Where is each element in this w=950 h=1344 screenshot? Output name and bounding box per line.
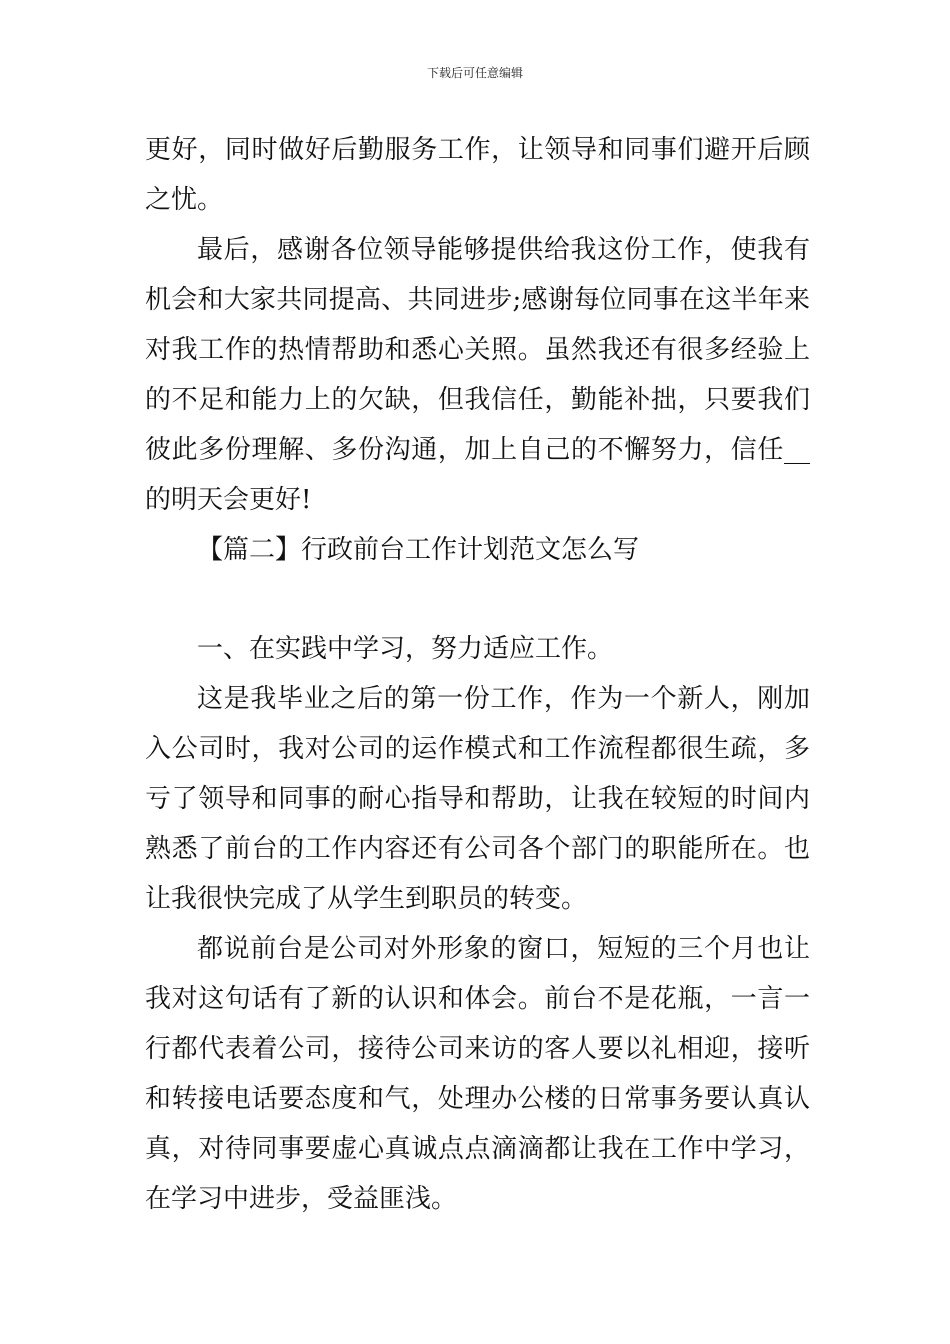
body-line: 真，对待同事要虚心真诚点点滴滴都让我在工作中学习，	[145, 1134, 810, 1164]
body-line: 入公司时，我对公司的运作模式和工作流程都很生疏，多	[145, 734, 810, 764]
body-line: 行都代表着公司，接待公司来访的客人要以礼相迎，接听	[145, 1034, 810, 1064]
body-line: 的不足和能力上的欠缺，但我信任，勤能补拙，只要我们	[145, 385, 810, 415]
section-heading: 【篇二】行政前台工作计划范文怎么写	[197, 535, 640, 565]
body-line: 的明天会更好!	[145, 485, 312, 515]
body-line: 我对这句话有了新的认识和体会。前台不是花瓶，一言一	[145, 984, 810, 1014]
body-line: 对我工作的热情帮助和悉心关照。虽然我还有很多经验上	[145, 335, 810, 365]
body-line: 在学习中进步，受益匪浅。	[145, 1184, 458, 1214]
body-line: 这是我毕业之后的第一份工作，作为一个新人，刚加	[197, 684, 810, 714]
body-line: 彼此多份理解、多份沟通，加上自己的不懈努力，信任__	[145, 435, 810, 465]
body-line: 让我很快完成了从学生到职员的转变。	[145, 884, 588, 914]
page-header: 下载后可任意编辑	[426, 66, 523, 80]
body-line: 机会和大家共同提高、共同进步;感谢每位同事在这半年来	[145, 285, 810, 315]
body-line: 更好，同时做好后勤服务工作，让领导和同事们避开后顾	[145, 135, 810, 165]
body-line: 最后，感谢各位领导能够提供给我这份工作，使我有	[197, 235, 810, 265]
body-line: 熟悉了前台的工作内容还有公司各个部门的职能所在。也	[145, 834, 810, 864]
body-line: 和转接电话要态度和气，处理办公楼的日常事务要认真认	[145, 1084, 810, 1114]
body-line: 亏了领导和同事的耐心指导和帮助，让我在较短的时间内	[145, 784, 810, 814]
body-line: 都说前台是公司对外形象的窗口，短短的三个月也让	[197, 934, 810, 964]
subsection-heading: 一、在实践中学习，努力适应工作。	[197, 634, 614, 664]
body-line: 之忧。	[145, 185, 224, 215]
